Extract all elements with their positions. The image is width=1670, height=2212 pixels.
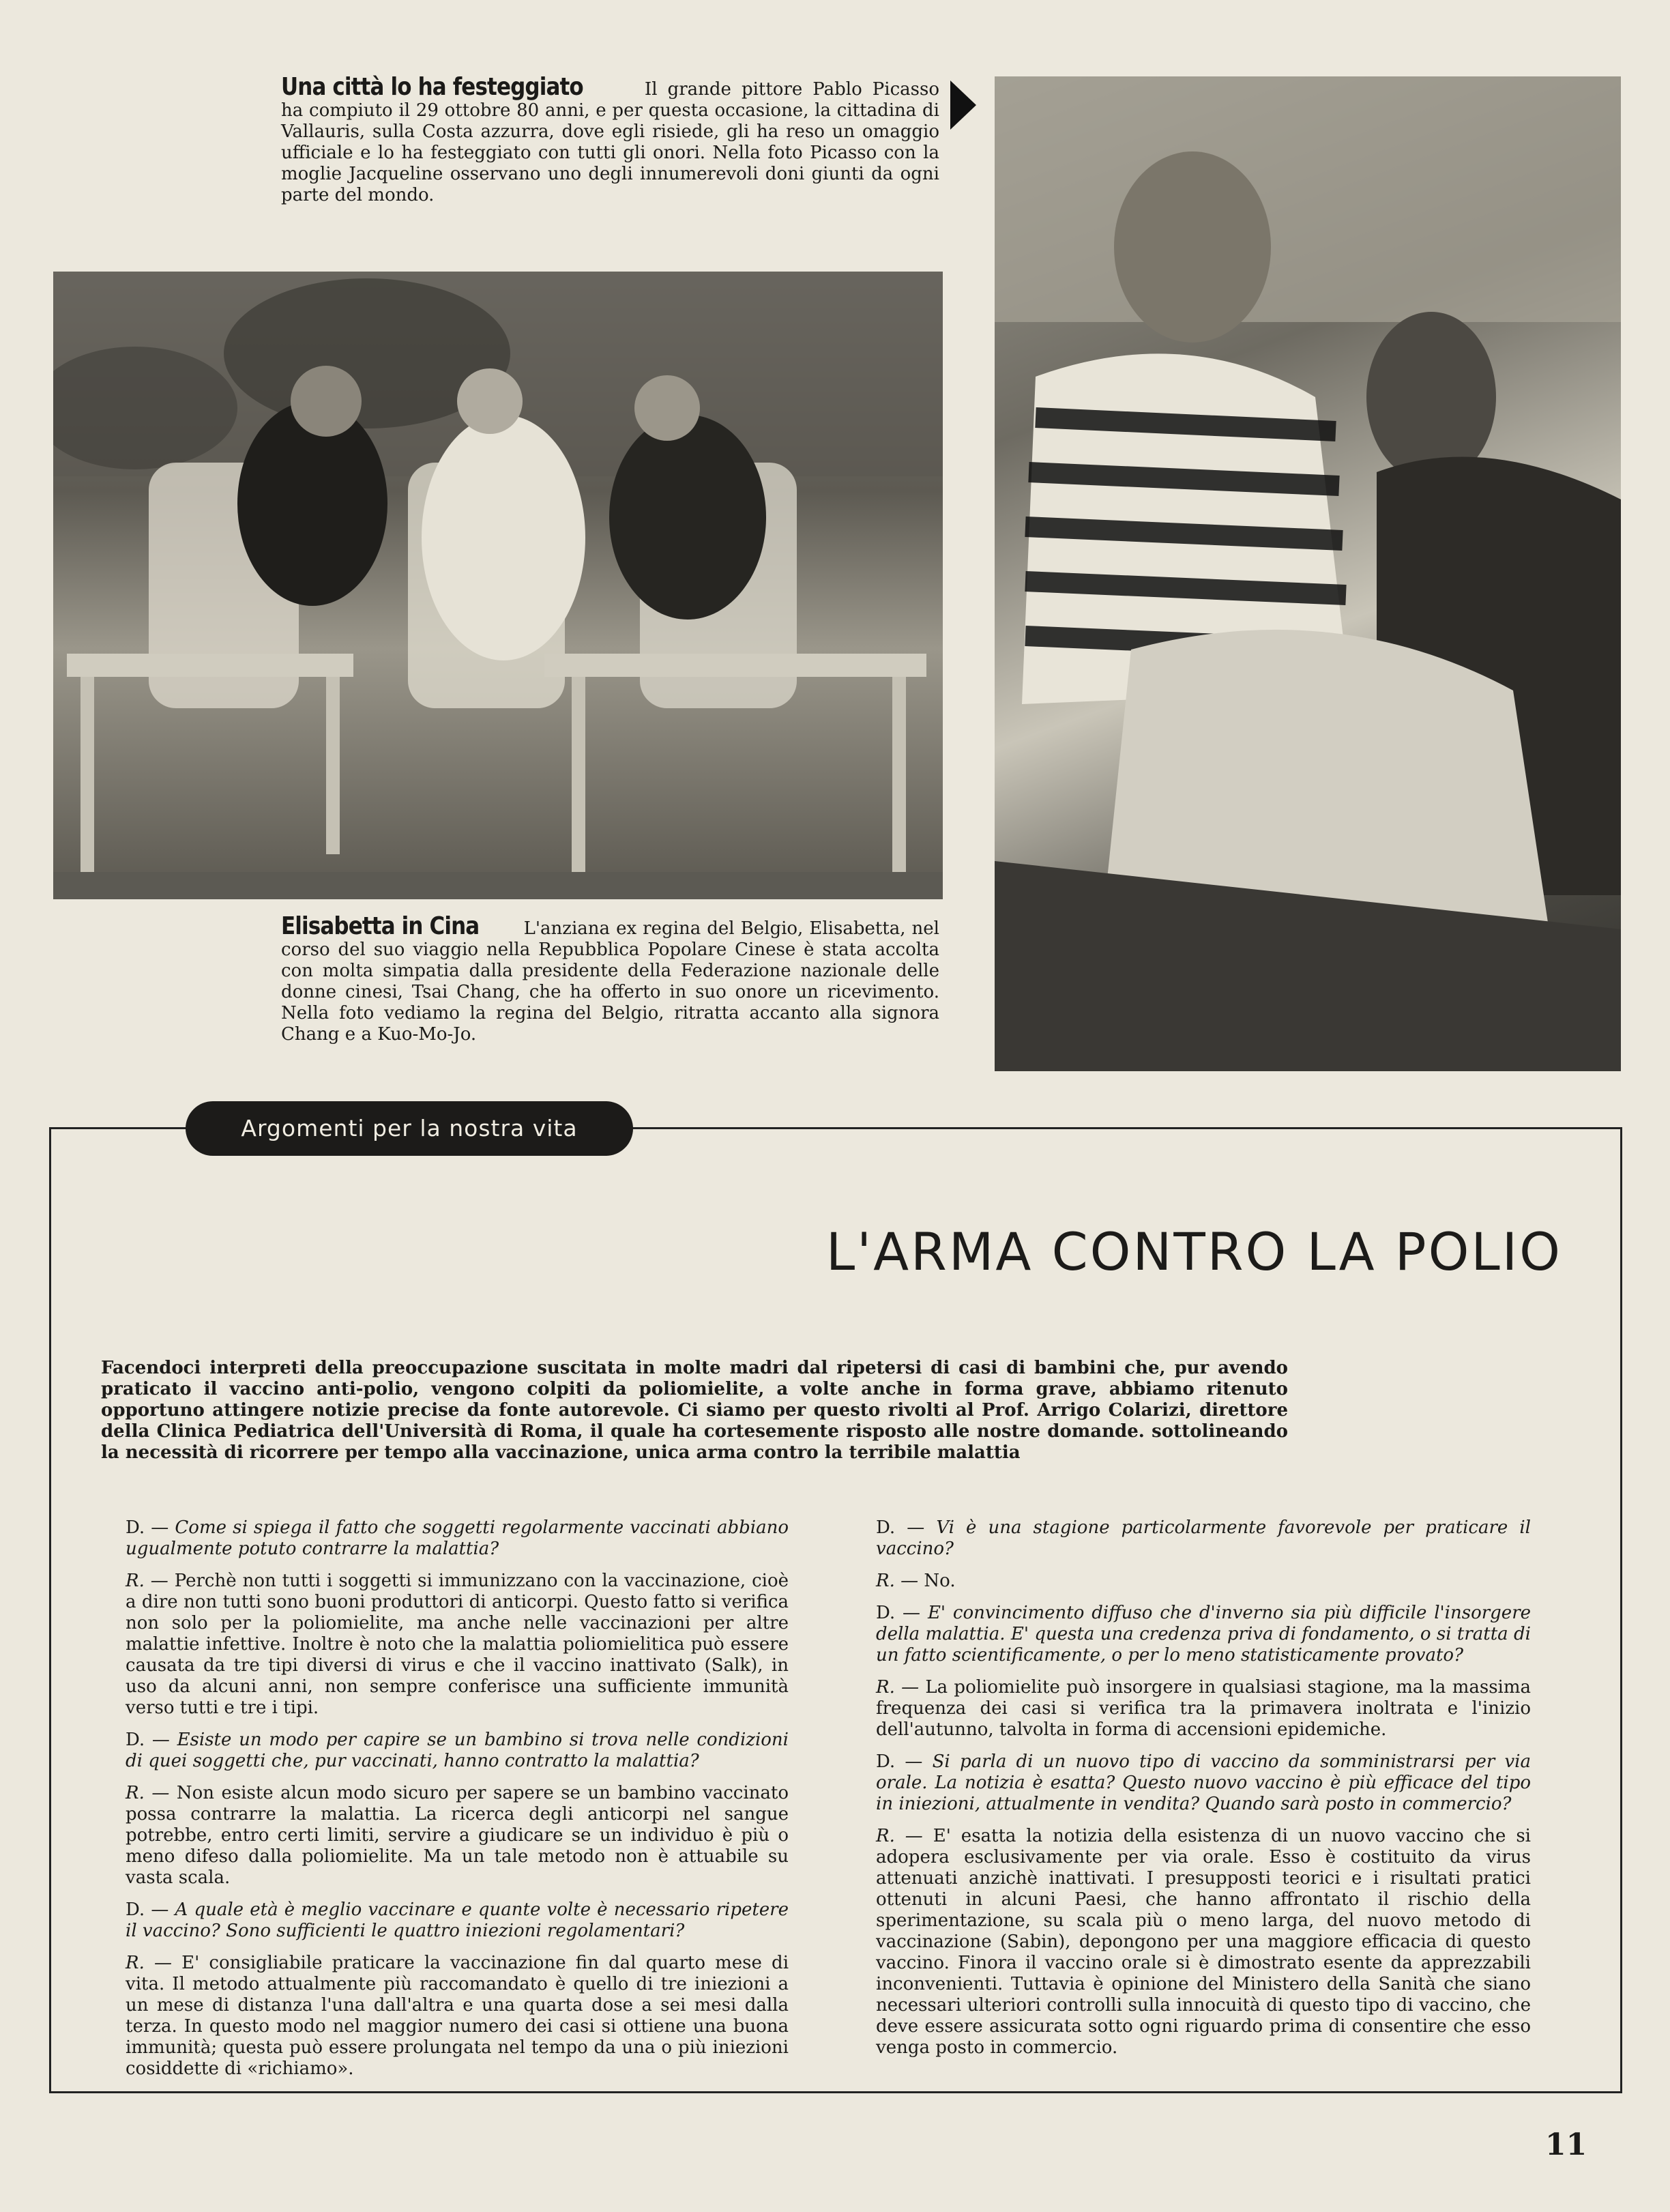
elisabetta-caption-text: L'anziana ex regina del Belgio, Elisabetta, nel corso del suo viaggio nella Repubblica Popolare Cinese è stata accolta con molta simpatia dalla presidente della Federazione nazionale delle donne cinesi, Tsai Chang, che ha offerto in suo onore un ricevimento. Nella foto vediamo la regina del Belgio, ritratta accanto alla signora Chang e a Kuo-Mo-Jo.: [281, 918, 939, 1045]
page-number: 11: [1545, 2127, 1587, 2162]
question-paragraph: [126, 1900, 789, 1942]
answer-tag: R. —: [126, 1783, 177, 1803]
paragraph-text: Si parla di un nuovo tipo di vaccino da somministrarsi per via orale. La notizia è esatta? Questo nuovo vaccino è più efficace del tipo in iniezioni, attualmente in vendita? Quando sarà posto in commercio?: [876, 1751, 1531, 1814]
paragraph-text: La poliomielite può insorgere in qualsiasi stagione, ma la massima frequenza dei casi si verifica tra la primavera inoltrata e l'inizio dell'autunno, talvolta in forma di accensioni epidemiche.: [876, 1677, 1532, 1740]
picasso-caption: [281, 73, 939, 206]
elisabetta-caption-heading: Elisabetta in Cina: [281, 912, 480, 940]
picasso-caption-heading: Una città lo ha festeggiato: [281, 73, 583, 101]
answer-paragraph: [876, 1826, 1531, 2058]
question-tag: D. —: [126, 1517, 175, 1538]
picasso-caption-text: Il grande pittore Pablo Picasso ha compiuto il 29 ottobre 80 anni, e per questa occasione, la cittadina di Vallauris, sulla Costa azzurra, dove egli risiede, gli ha reso un omaggio ufficiale e lo ha festeggiato con tutti gli onori. Nella foto Picasso con la moglie Jacqueline osservano uno degli innumerevoli doni giunti da ogni parte del mondo.: [281, 79, 939, 205]
arrow-right-icon: [950, 81, 976, 130]
paragraph-text: Come si spiega il fatto che soggetti regolarmente vaccinati abbiano ugualmente potuto contrarre la malattia?: [126, 1517, 789, 1559]
photo-picasso-jacqueline: [995, 76, 1621, 1071]
answer-tag: R. —: [126, 1953, 182, 1973]
answer-paragraph: [126, 1571, 789, 1719]
paragraph-text: E' esatta la notizia della esistenza di un nuovo vaccino che si adopera esclusivamente per via orale. Esso è costituito da virus attenuati anzichè inattivati. I presupposti teorici e i risultati pratici ottenuti in alcuni Paesi, che hanno affrontato il rischio della sperimentazione, su scala più o meno larga, del nuovo metodo di vaccinazione (Sabin), depongono per una maggiore efficacia di questo vaccino. Finora il vaccino orale si è dimostrato esente da apprezzabili inconvenienti. Tuttavia è opinione del Ministero della Sanità che siano necessari ulteriori controlli sulla innocuità di questo tipo di vaccino, che deve essere assicurata sotto ogni riguardo prima di consentire che esso venga posto in commercio.: [876, 1826, 1531, 2058]
question-paragraph: [126, 1517, 789, 1560]
question-tag: D. —: [876, 1517, 937, 1538]
question-paragraph: [876, 1751, 1531, 1815]
paragraph-text: No.: [924, 1571, 956, 1591]
question-paragraph: [126, 1730, 789, 1772]
paragraph-text: Perchè non tutti i soggetti si immunizzano con la vaccinazione, cioè a dire non tutti sono buoni produttori di anticorpi. Questo fatto si verifica non solo per la poliomielite, ma anche nelle vaccinazioni per altre malattie infettive. Inoltre è noto che la malattia poliomielitica può essere causata da tre tipi diversi di virus e che il vaccino inattivato (Salk), in uso da alcuni anni, non sempre conferisce una sufficiente immunità verso tutti e tre i tipi.: [126, 1571, 789, 1718]
qa-column-left: [126, 1517, 789, 2091]
answer-tag: R. —: [876, 1571, 924, 1591]
question-tag: D. —: [876, 1603, 928, 1623]
answer-paragraph: [126, 1783, 789, 1889]
article-title: L'ARMA CONTRO LA POLIO: [825, 1221, 1562, 1282]
question-tag: D. —: [126, 1730, 177, 1750]
photo-elisabetta-reception: [53, 272, 943, 899]
paragraph-text: Esiste un modo per capire se un bambino si trova nelle condizioni di quei soggetti che, pur vaccinati, hanno contratto la malattia?: [126, 1730, 789, 1771]
question-tag: D. —: [876, 1751, 933, 1772]
question-paragraph: [876, 1517, 1531, 1560]
elisabetta-caption: [281, 912, 939, 1045]
answer-tag: R. —: [876, 1677, 926, 1698]
section-label: Argomenti per la nostra vita: [186, 1101, 633, 1156]
answer-paragraph: [876, 1677, 1531, 1741]
paragraph-text: A quale età è meglio vaccinare e quante volte è necessario ripetere il vaccino? Sono sufficienti le quattro iniezioni regolamentari?: [126, 1900, 789, 1941]
question-tag: D. —: [126, 1900, 175, 1920]
article-intro: Facendoci interpreti della preoccupazione suscitata in molte madri dal ripetersi di casi di bambini che, pur avendo praticato il vaccino anti-polio, vengono colpiti da poliomielite, a volte anche in forma grave, abbiamo ritenuto opportuno attingere notizie precise da fonte autorevole. Ci siamo per questo rivolti al Prof. Arrigo Colarizi, direttore della Clinica Pediatrica dell'Università di Roma, il quale ha cortesemente risposto alle nostre domande. sottolineando la necessità di ricorrere per tempo alla vaccinazione, unica arma contro la terribile malattia: [101, 1358, 1288, 1463]
answer-tag: R. —: [876, 1826, 933, 1846]
paragraph-text: E' convincimento diffuso che d'inverno sia più difficile l'insorgere della malattia. E' questa una credenza priva di fondamento, o si tratta di un fatto scientificamente, o per lo meno statisticamente provato?: [876, 1603, 1532, 1665]
answer-paragraph: [876, 1571, 1531, 1592]
paragraph-text: Non esiste alcun modo sicuro per sapere se un bambino vaccinato possa contrarre la malattia. La ricerca degli anticorpi nel sangue potrebbe, entro certi limiti, servire a giudicare se un individuo è più o meno difeso dalla poliomielite. Ma un tale metodo non è attuabile su vasta scala.: [126, 1783, 789, 1888]
answer-paragraph: [126, 1953, 789, 2080]
answer-tag: R. —: [126, 1571, 175, 1591]
qa-column-right: [876, 1517, 1531, 2069]
question-paragraph: [876, 1603, 1531, 1666]
paragraph-text: E' consigliabile praticare la vaccinazione fin dal quarto mese di vita. Il metodo attualmente più raccomandato è quello di tre iniezioni a un mese di distanza l'una dall'altra e una quarta dose a sei mesi dalla terza. In questo modo nel maggior numero dei casi si ottiene una buona immunità; questa può essere prolungata nel tempo da una o più iniezioni cosiddette di «richiamo».: [126, 1953, 789, 2079]
paragraph-text: Vi è una stagione particolarmente favorevole per praticare il vaccino?: [876, 1517, 1531, 1559]
